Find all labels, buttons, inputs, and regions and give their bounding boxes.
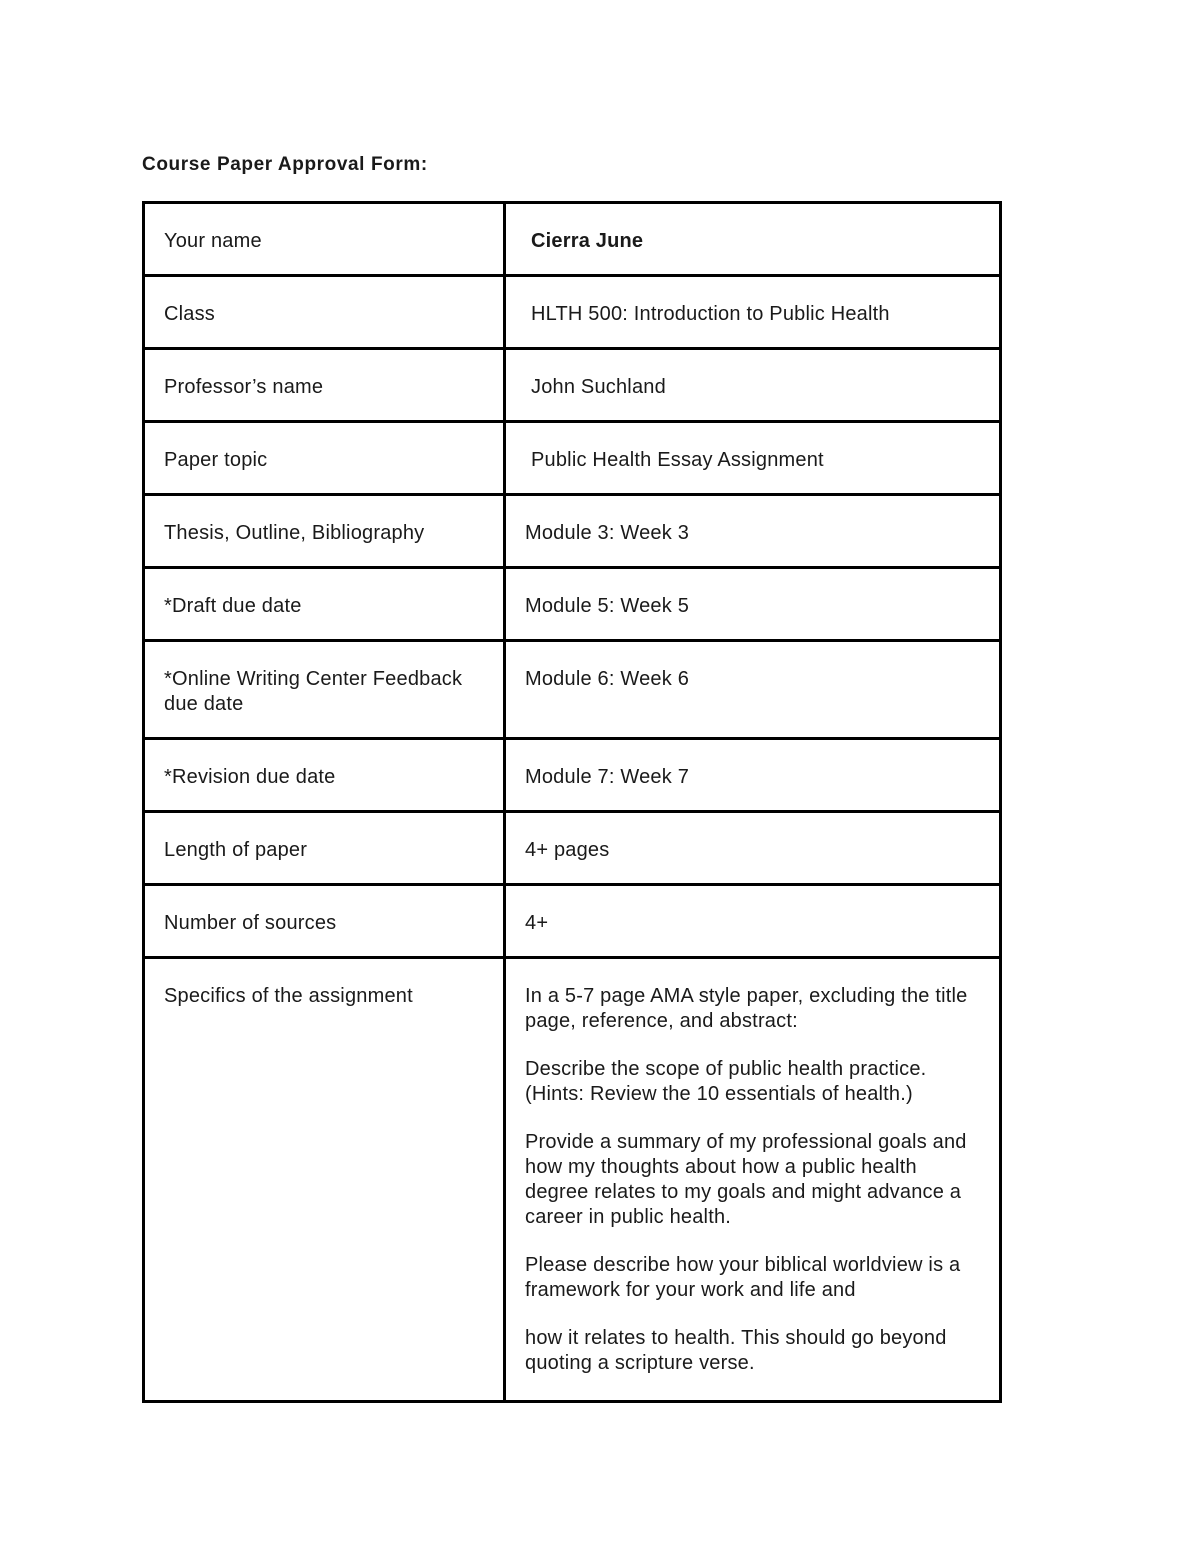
row-label-sources: Number of sources <box>144 885 505 958</box>
table-row <box>144 812 1001 885</box>
table-row <box>144 495 1001 568</box>
row-value-your-name: Cierra June <box>531 230 644 252</box>
row-value-draft-due: Module 5: Week 5 <box>505 568 1001 641</box>
specifics-paragraph: Describe the scope of public health practice. (Hints: Review the 10 essentials of health.) <box>525 1058 927 1105</box>
specifics-paragraph: Please describe how your biblical worldview is a framework for your work and life and <box>525 1254 961 1301</box>
row-label-owc-feedback: *Online Writing Center Feedback due date <box>144 641 505 739</box>
row-value-owc-feedback: Module 6: Week 6 <box>505 641 1001 739</box>
table-row <box>144 203 1001 276</box>
row-label-thesis: Thesis, Outline, Bibliography <box>144 495 505 568</box>
row-label-your-name: Your name <box>144 203 505 276</box>
row-label-revision-due: *Revision due date <box>144 739 505 812</box>
row-value-class: HLTH 500: Introduction to Public Health <box>531 303 890 325</box>
row-value-sources: 4+ <box>505 885 1001 958</box>
table-row <box>144 739 1001 812</box>
table-row <box>144 568 1001 641</box>
row-label-paper-topic: Paper topic <box>144 422 505 495</box>
row-value-professor: John Suchland <box>531 376 666 398</box>
table-row <box>144 349 1001 422</box>
table-row <box>144 885 1001 958</box>
row-label-draft-due: *Draft due date <box>144 568 505 641</box>
row-value-paper-topic: Public Health Essay Assignment <box>531 449 824 471</box>
table-row <box>144 641 1001 739</box>
row-value-thesis: Module 3: Week 3 <box>505 495 1001 568</box>
specifics-paragraph: In a 5-7 page AMA style paper, excluding the title page, reference, and abstract: <box>525 985 968 1032</box>
row-label-professor: Professor’s name <box>144 349 505 422</box>
specifics-content <box>505 958 1001 1402</box>
table-row <box>144 958 1001 1402</box>
row-label-length: Length of paper <box>144 812 505 885</box>
specifics-paragraph: Provide a summary of my professional goals and how my thoughts about how a public health degree relates to my goals and might advance a career in public health. <box>525 1131 967 1228</box>
table-row <box>144 276 1001 349</box>
row-value-length: 4+ pages <box>505 812 1001 885</box>
page-title: Course Paper Approval Form: <box>142 154 428 175</box>
row-label-class: Class <box>144 276 505 349</box>
approval-form-table <box>142 201 1002 1403</box>
row-value-revision-due: Module 7: Week 7 <box>505 739 1001 812</box>
specifics-paragraph: how it relates to health. This should go beyond quoting a scripture verse. <box>525 1327 947 1374</box>
table-row <box>144 422 1001 495</box>
row-label-specifics: Specifics of the assignment <box>144 958 505 1402</box>
